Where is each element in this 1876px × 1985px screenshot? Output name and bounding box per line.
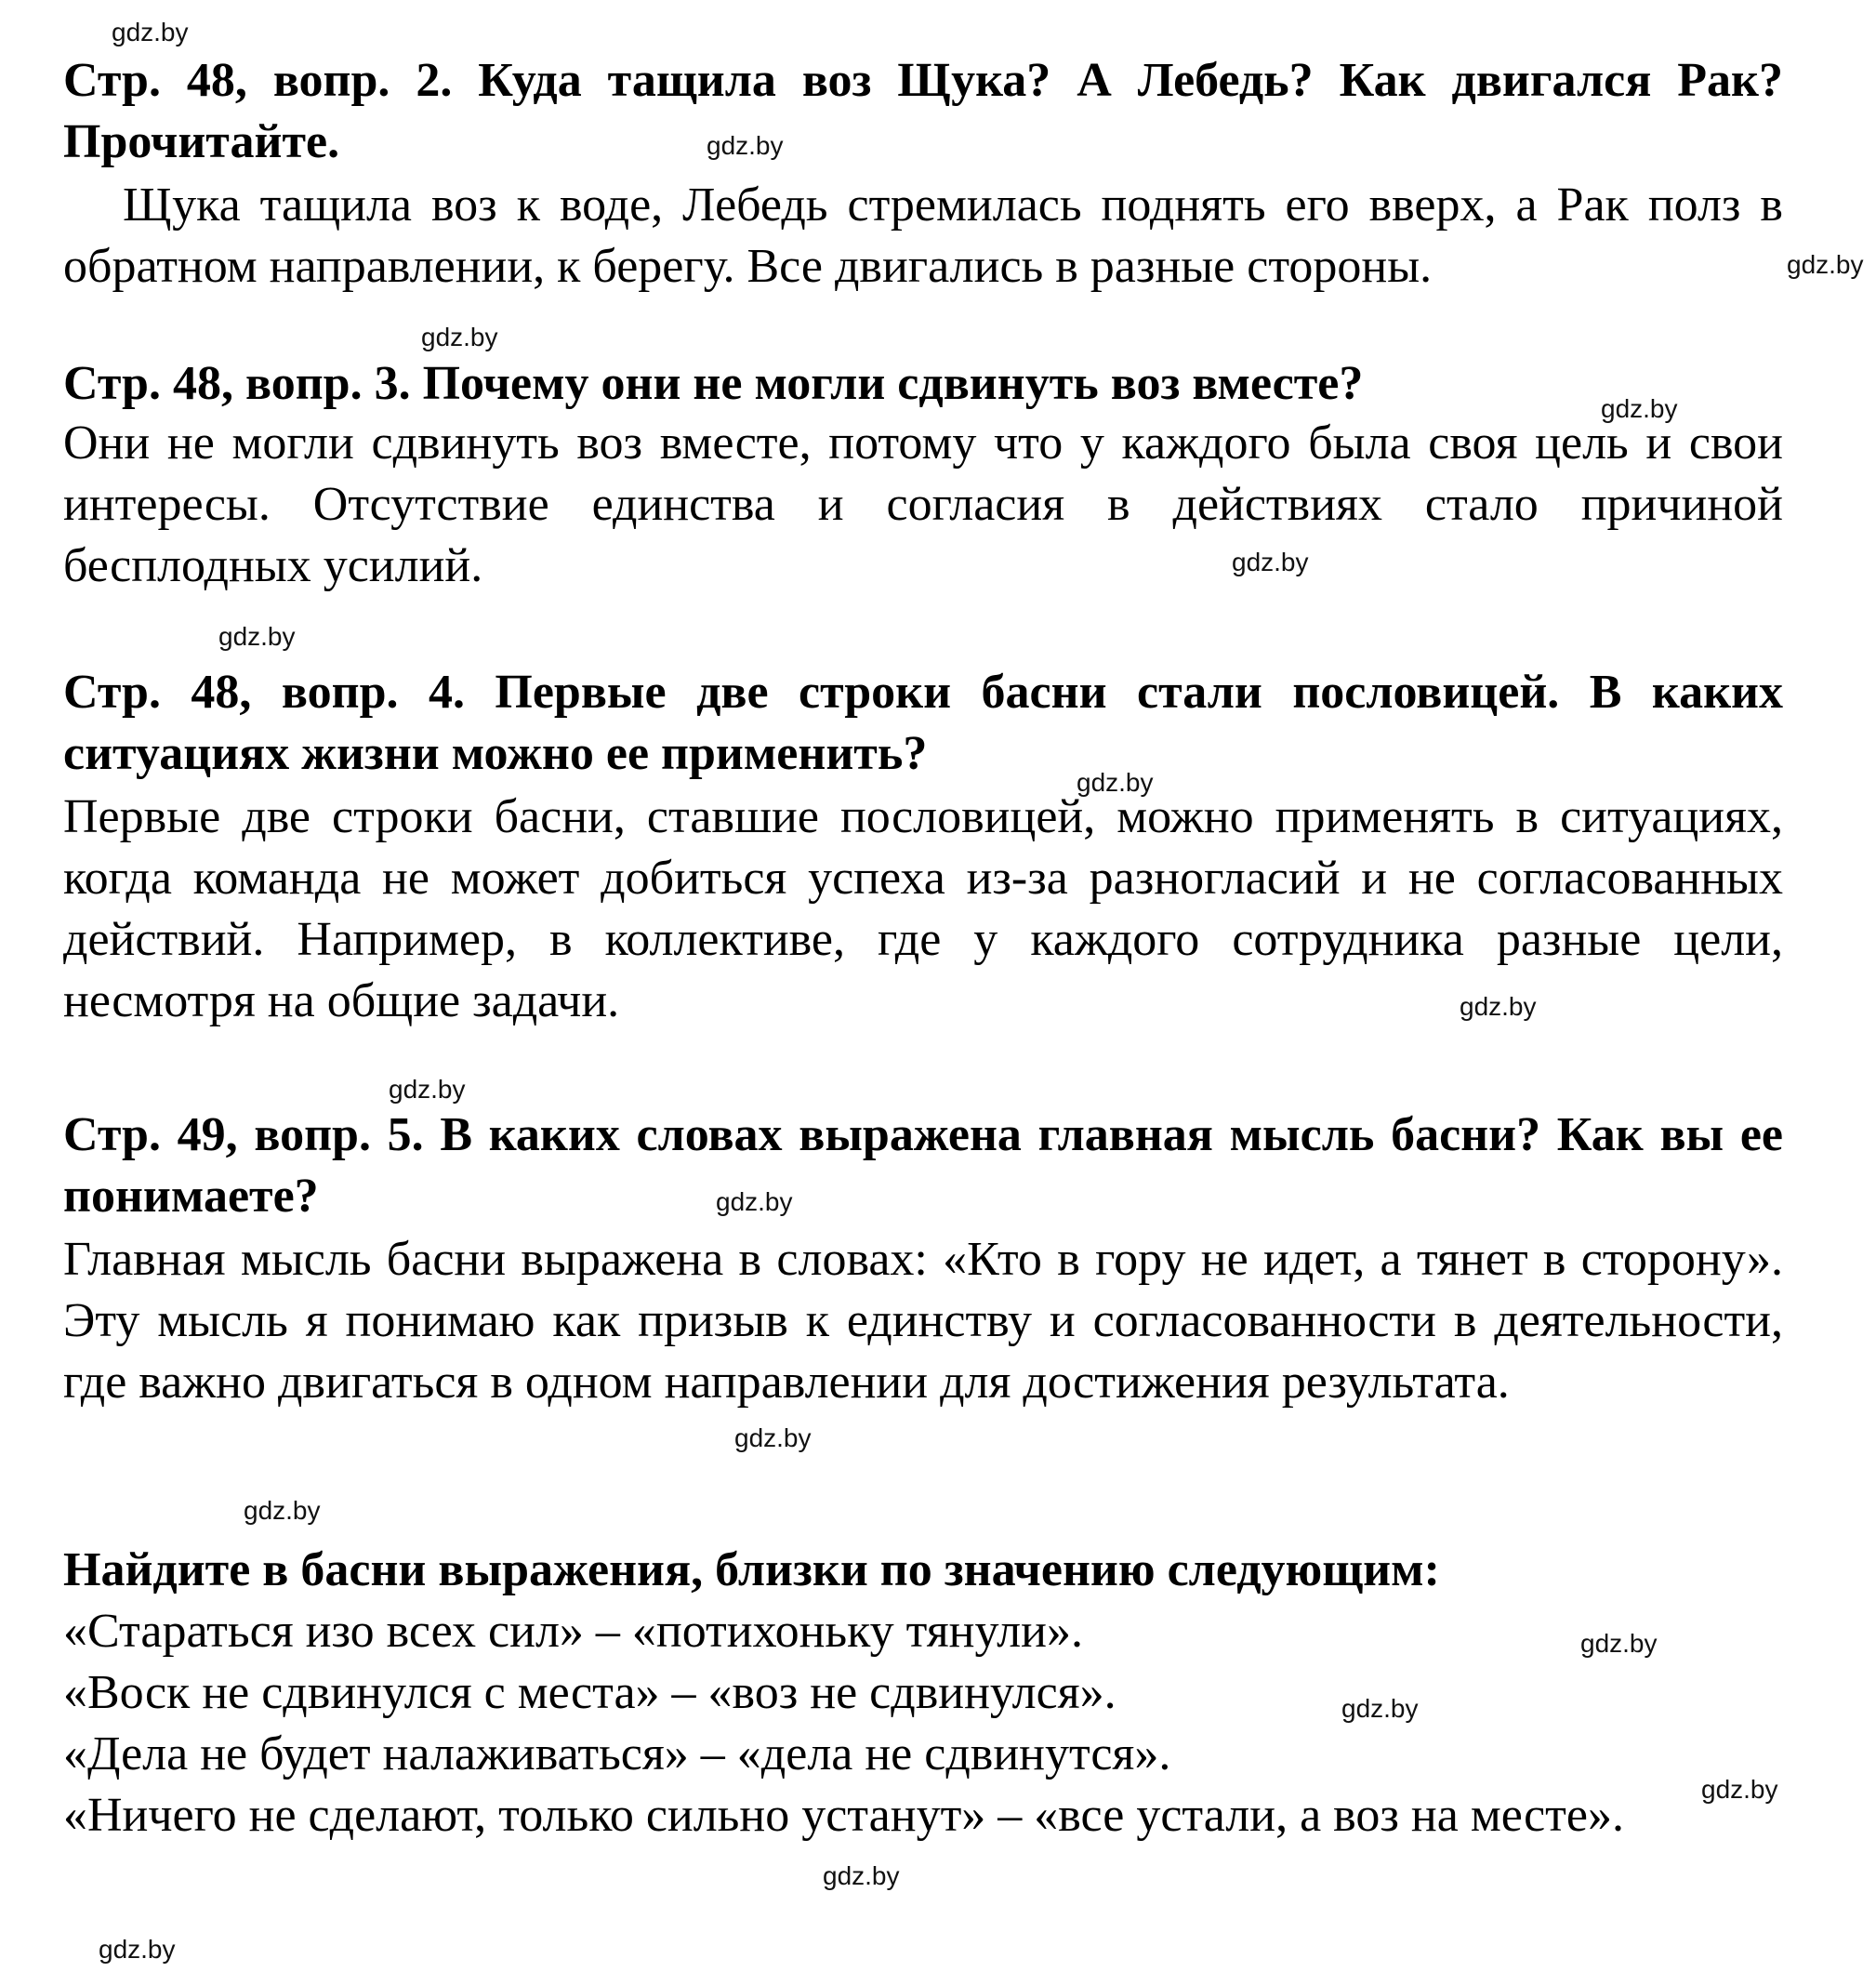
final-section [63,1540,1783,1846]
watermark: gdz.by [244,1496,321,1525]
answer-text: Щука тащила воз к воде, Лебедь стремилась поднять его вверх, а Рак полз в обратном направлении, к берегу. Все двигались в разные стороны. [63,179,1783,293]
question-heading: Стр. 48, вопр. 2. Куда тащила воз Щука? А Лебедь? Как двигался Рак? Прочитайте. [63,54,1783,168]
expression-line: «Дела не будет налаживаться» – «дела не сдвинутся». [63,1727,1171,1780]
watermark: gdz.by [1341,1694,1419,1723]
watermark: gdz.by [823,1861,900,1890]
watermark: gdz.by [421,323,498,351]
question-heading: Стр. 49, вопр. 5. В каких словах выражена главная мысль басни? Как вы ее понимаете? [63,1108,1783,1223]
qa-section [63,353,1783,597]
watermark: gdz.by [112,18,189,46]
final-heading: Найдите в басни выражения, близки по значению следующим: [63,1543,1440,1596]
answer-text: Они не могли сдвинуть воз вместе, потому что у каждого была своя цель и свои интересы. Отсутствие единства и согласия в действиях стало причиной бесплодных усилий. [63,417,1783,592]
watermark: gdz.by [716,1187,793,1216]
qa-section [63,1105,1783,1413]
watermark: gdz.by [707,131,784,160]
watermark: gdz.by [1601,394,1678,423]
watermark: gdz.by [1460,992,1537,1021]
watermark: gdz.by [1580,1629,1658,1658]
watermark: gdz.by [1787,250,1864,279]
answer-text: Первые две строки басни, ставшие пословицей, можно применять в ситуациях, когда команда не может добиться успеха из-за разногласий и не согласованных действий. Например, в коллективе, где у каждого сотрудника разные цели, несмотря на общие задачи. [63,790,1783,1027]
watermark: gdz.by [218,622,296,651]
expression-line: «Воск не сдвинулся с места» – «воз не сдвинулся». [63,1666,1116,1719]
watermark: gdz.by [1077,768,1154,797]
question-heading: Стр. 48, вопр. 4. Первые две строки басни стали пословицей. В каких ситуациях жизни можно ее применить? [63,666,1783,780]
qa-section [63,50,1783,298]
watermark: gdz.by [1701,1775,1778,1804]
qa-section [63,662,1783,1032]
expression-line: «Ничего не сделают, только сильно устанут» – «все устали, а воз на месте». [63,1789,1624,1842]
watermark: gdz.by [389,1075,466,1104]
watermark: gdz.by [99,1935,176,1964]
watermark: gdz.by [1232,548,1309,576]
answer-text: Главная мысль басни выражена в словах: «Кто в гору не идет, а тянет в сторону». Эту мысль я понимаю как призыв к единству и согласованности в деятельности, где важно двигаться в одном направлении для достижения результата. [63,1233,1783,1409]
watermark: gdz.by [734,1423,812,1452]
question-heading: Стр. 48, вопр. 3. Почему они не могли сдвинуть воз вместе? [63,357,1364,410]
expression-line: «Стараться изо всех сил» – «потихоньку тянули». [63,1605,1083,1658]
